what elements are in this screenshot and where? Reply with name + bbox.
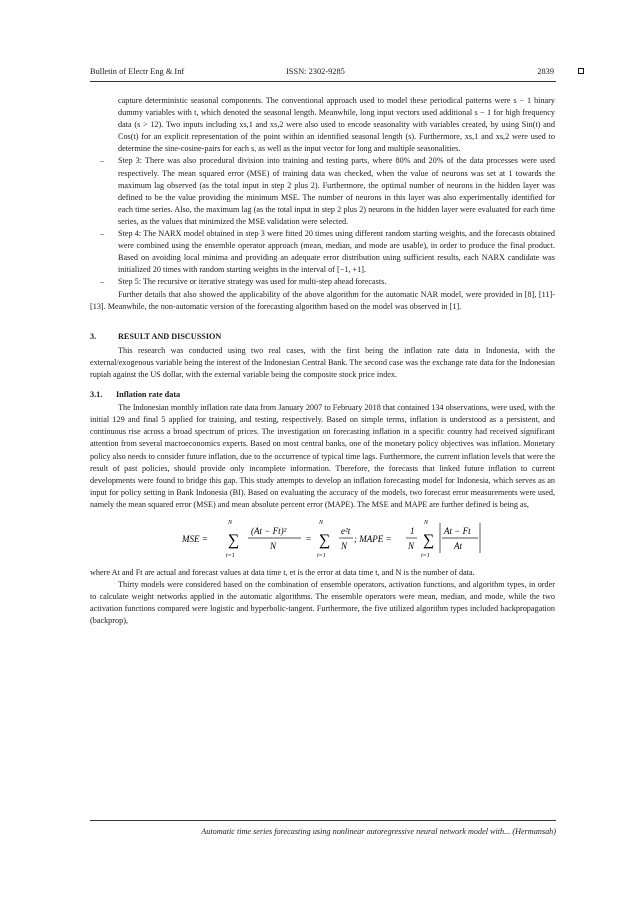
section-number: 3.	[90, 331, 97, 341]
eq-frac1-num: (At − Ft)²	[251, 526, 287, 536]
section-heading	[90, 331, 555, 343]
page-number: 2839	[537, 67, 554, 76]
step-text: Step 4: The NARX model obtained in step 3 were fitted 20 times using different random starting weights, and the forecasts obtained were combined using the ensemble operator approach (mean, median, and mode are usable), in order to produce the final product. Based on avoiding local minima and providing an adequate error distribution using sufficient results, each NARX candidate was initialized 20 times with random starting weights in the interval of [−1, +1].	[118, 229, 555, 275]
subsection-title: Inflation rate data	[116, 390, 181, 400]
subsection-paragraph: The Indonesian monthly inflation rate data from January 2007 to February 2018 that contained 134 observations, were used, with the initial 129 and final 5 applied for training, and testing, respectively. Based on simple terms, inflation is understood as a persistent, and continuous rise across a broad spectrum of prices. The investigation on forecasting inflation in a specific country had received significant attention from several macroeconomics experts. Based on most central banks, one of the monetary policy objectives was inflation. Monetary policy also needs to consider future inflation, due to the occurrence of typical time lags. Furthermore, the current inflation levels that were the result of past policies, should provide only incomplete information. Therefore, the forecasts that linked future inflation to current developments were found to bridge this gap. This study attempts to develop an inflation forecasting model for Indonesia, which serves as an input for policy setting in Bank Indonesia (BI). Based on evaluating the accuracy of the models, two forecast error measurements were used, namely the mean squared error (MSE) and mean absolute percent error (MAPE). The MSE and MAPE are further defined is being as,	[90, 403, 555, 509]
intro-paragraph: capture deterministic seasonal components. The conventional approach used to model these periodical patterns were s − 1 binary dummy variables with t, which denoted the seasonal length. Meanwhile, long input vectors used additional s − 1 for high frequency data (s > 12). Two inputs including xs,1 and xs,2 were also used to encode seasonality with variables created, by using Sin(t) and Cos(t) for an explicit representation of the point within an identified seasonal length (s). Furthermore, xs,1 and xs,2 were used to determine the sine-cosine-pairs for each s, as well as the input vector for long and multiple seasonalities.	[118, 96, 555, 154]
eq-mse-label: MSE =	[182, 534, 208, 544]
journal-name: Bulletin of Electr Eng & Inf	[90, 67, 185, 76]
footer-rule	[90, 820, 556, 821]
eq-frac2-num: e²t	[341, 526, 351, 536]
issn-label: ISSN: 2302-9285	[286, 67, 345, 76]
eq-sum-top: N	[228, 520, 233, 526]
mse-mape-equation	[90, 515, 555, 563]
eq-sum-sign: ∑	[319, 532, 331, 549]
eq-sum-top: N	[424, 520, 429, 526]
eq-sum-bottom: t=1	[317, 553, 326, 559]
subsection-heading	[90, 389, 555, 401]
step-text: Step 5: The recursive or iterative strategy was used for multi-step ahead forecasts.	[118, 277, 387, 287]
eq-sum-top: N	[319, 520, 324, 526]
eq-sum-sign: ∑	[423, 532, 435, 549]
further-details-paragraph: Further details that also showed the applicability of the above algorithm for the automatic NAR model, were provided in [8], [11]-[13]. Meanwhile, the non-automatic version of the forecasting algorithm based on the model was observed in [1].	[90, 289, 555, 311]
header-rule	[90, 81, 556, 82]
eq-frac4-den: At	[454, 541, 462, 551]
eq-frac3-den: N	[408, 541, 415, 551]
page-footer: Automatic time series forecasting using nonlinear autoregressive neural network model with... (Hermansah)	[201, 827, 556, 836]
eq-sum-bottom: t=1	[226, 553, 235, 559]
eq-frac2-den: N	[341, 541, 348, 551]
page-header	[90, 65, 554, 79]
where-paragraph: where At and Ft are actual and forecast values at data time t, et is the error at data time t, and N is the number of data.	[90, 568, 475, 577]
step-item	[90, 155, 555, 228]
step-list	[90, 155, 555, 288]
eq-mape-label: ; MAPE =	[354, 534, 392, 544]
equation-svg	[90, 515, 555, 563]
step-item	[90, 276, 555, 288]
step-dash: –	[100, 229, 105, 239]
step-text: Step 3: There was also procedural division into training and testing parts, where 80% and 20% of the data processes were used respectively. The mean squared error (MSE) of training data was checked, when the value of neurons was set at 1 towards the maximum lag observed (as the total input in step 2 plus 2). Furthermore, the optimal number of neurons in the hidden layer was defined to be the value providing the minimum MSE. The number of neurons in this layer was also experimentally identified for each time series. Also, the maximum lag (as the total input in step 2 plus 2) neurons in the hidden layer were evaluated for each time series, as the values that minimized the MSE validation were selected.	[118, 156, 555, 226]
eq-frac4-num: At − Ft	[444, 526, 471, 536]
subsection-number: 3.1.	[90, 390, 103, 400]
section-paragraph: This research was conducted using two real cases, with the first being the inflation rate data in Indonesia, with the external/exogenous variable being the interest of the Indonesian Central Bank. The second case was the exchange rate data for the Indonesian rupiah against the US dollar, with the external variable being the composite stock price index.	[90, 345, 555, 379]
eq-equals: =	[306, 534, 312, 544]
eq-sum-bottom: t=1	[421, 553, 430, 559]
step-item	[90, 228, 555, 276]
step-dash: –	[100, 277, 105, 287]
final-paragraph: Thirty models were considered based on the combination of ensemble operators, activation functions, and algorithm types, in order to calculate weight networks applied in the automatic algorithms. The ensemble operators were mean, median, and mode, while the two activation functions compared were logistic and hyperbolic-tangent. Furthermore, the five utilized algorithm types included backpropagation (backprop),	[90, 580, 555, 626]
step-dash: –	[100, 156, 105, 166]
section-title: RESULT AND DISCUSSION	[118, 331, 222, 341]
eq-frac1-den: N	[270, 541, 277, 551]
page-body	[90, 95, 555, 627]
eq-frac3-num: 1	[410, 526, 415, 536]
square-icon	[578, 68, 584, 74]
eq-sum-sign: ∑	[228, 532, 240, 549]
